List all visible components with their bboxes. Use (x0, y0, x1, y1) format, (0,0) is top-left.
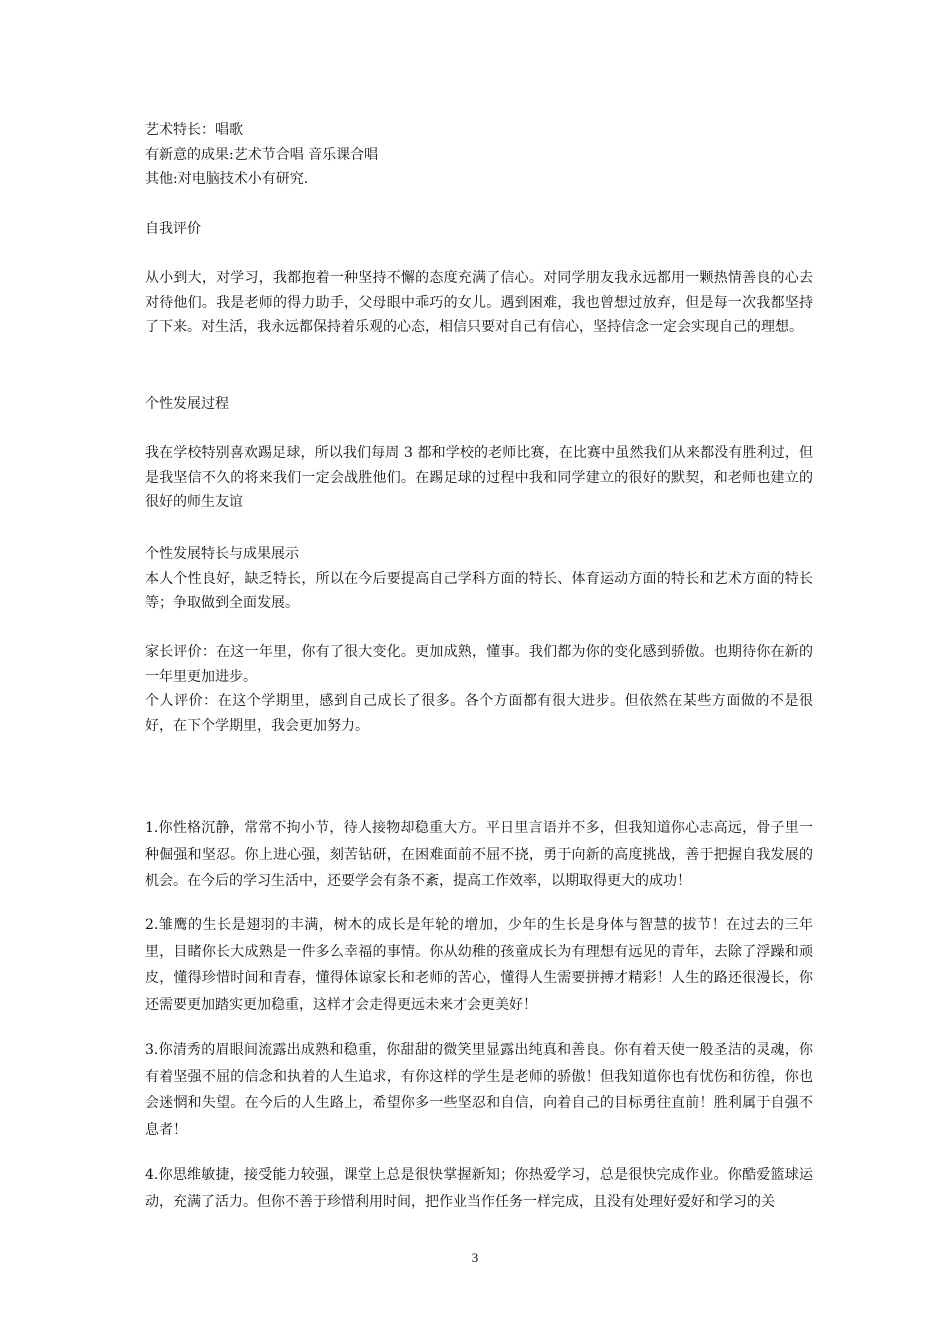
self-eval-heading: 自我评价 (145, 221, 201, 237)
comment-text: 2.雏鹰的生长是翅羽的丰满，树木的成长是年轮的增加，少年的生长是身体与智慧的拔节！在过去的三年里，目睹你长大成熟是一件多么幸福的事情。你从幼稚的孩童成长为有理想有远见的青年，去除了浮躁和顽皮，懂得珍惜时间和青春，懂得体谅家长和老师的苦心，懂得人生需要拼搏才精彩！人生的路还很漫长，你还需要更加踏实更加稳重，这样才会走得更远未来才会更美好！ (145, 917, 813, 1013)
development-section (145, 441, 813, 515)
development-body: 我在学校特别喜欢踢足球，所以我们每周 3 都和学校的老师比赛，在比赛中虽然我们从来都没有胜利过，但是我坚信不久的将来我们一定会战胜他们。在踢足球的过程中我和同学建立的很好的默契，和老师也建立的很好的师生友谊 (145, 445, 813, 510)
header-info (145, 118, 813, 192)
personal-eval: 个人评价：在这个学期里，感到自己成长了很多。各个方面都有很大进步。但依然在某些方面做的不是很好，在下个学期里，我会更加努力。 (145, 693, 813, 734)
achievements-section (145, 542, 813, 616)
teacher-comment-4 (145, 1162, 813, 1215)
self-eval-section (145, 266, 813, 340)
comment-text: 1.你性格沉静，常常不拘小节，待人接物却稳重大方。平日里言语并不多，但我知道你心志高远，骨子里一种倔强和坚忍。你上进心强，刻苦钻研，在困难面前不屈不挠，勇于向新的高度挑战，善于把握自我发展的机会。在今后的学习生活中，还要学会有条不紊，提高工作效率，以期取得更大的成功！ (145, 820, 813, 889)
achievements-body: 本人个性良好，缺乏特长，所以在今后要提高自己学科方面的特长、体育运动方面的特长和艺术方面的特长等；争取做到全面发展。 (145, 570, 813, 611)
innovative-results-line: 有新意的成果:艺术节合唱 音乐课合唱 (145, 146, 379, 163)
teacher-comment-1 (145, 815, 813, 895)
other-line: 其他:对电脑技术小有研究. (145, 171, 309, 187)
comment-text: 3.你清秀的眉眼间流露出成熟和稳重，你甜甜的微笑里显露出纯真和善良。你有着天使一般圣洁的灵魂，你有着坚强不屈的信念和执着的人生追求，有你这样的学生是老师的骄傲！但我知道你也有忧伤和彷徨，你也会迷惘和失望。在今后的人生路上，希望你多一些坚忍和自信，向着自己的目标勇往直前！胜利属于自强不息者！ (145, 1042, 813, 1138)
comment-text: 4.你思维敏捷，接受能力较强，课堂上总是很快掌握新知；你热爱学习，总是很快完成作业。你酷爱篮球运动，充满了活力。但你不善于珍惜利用时间，把作业当作任务一样完成，且没有处理好爱好和学习的关 (145, 1167, 813, 1210)
teacher-comment-2 (145, 912, 813, 1018)
development-heading: 个性发展过程 (145, 396, 229, 412)
art-specialty-line: 艺术特长：唱歌 (145, 122, 243, 138)
self-eval-body: 从小到大，对学习，我都抱着一种坚持不懈的态度充满了信心。对同学朋友我永远都用一颗热情善良的心去对待他们。我是老师的得力助手，父母眼中乖巧的女儿。遇到困难，我也曾想过放弃，但是每一次我都坚持了下来。对生活，我永远都保持着乐观的心态，相信只要对自己有信心，坚持信念一定会实现自己的理想。 (145, 270, 813, 335)
teacher-comment-3 (145, 1037, 813, 1143)
evaluations-section (145, 640, 813, 738)
achievements-heading: 个性发展特长与成果展示 (145, 546, 299, 562)
parent-eval: 家长评价：在这一年里，你有了很大变化。更加成熟，懂事。我们都为你的变化感到骄傲。也期待你在新的一年里更加进步。 (145, 644, 813, 685)
page-number: 3 (471, 1250, 479, 1265)
